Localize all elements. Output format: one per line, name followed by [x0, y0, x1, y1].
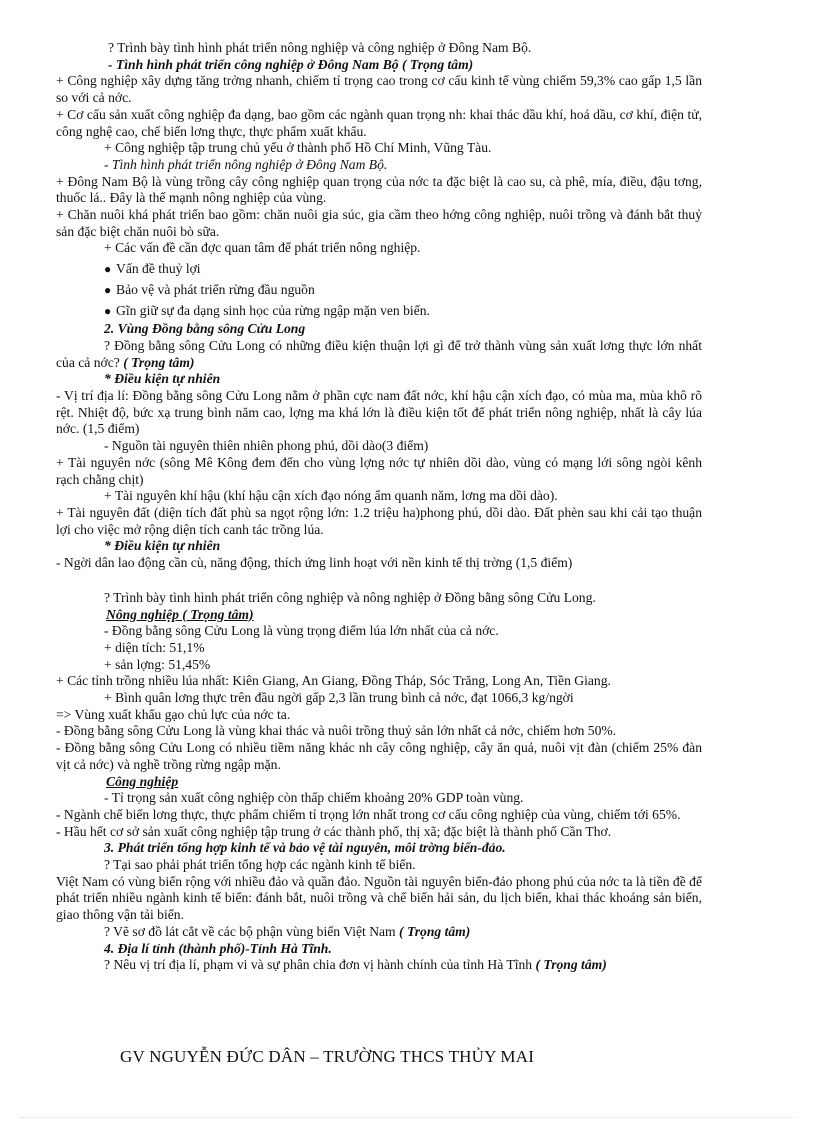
section-industry-dong-nam-bo: - Tình hình phát triển công nghiệp ở Đông Nam Bộ ( Trọng tâm)	[108, 56, 474, 72]
paragraph: + Các vấn đề cần đợc quan tâm để phát triển nông nghiệp.	[104, 240, 421, 256]
bullet-text: Gĩn giữ sự đa dạng sinh học của rừng ngập mặn ven biển.	[116, 302, 430, 318]
bullet-item	[56, 261, 702, 278]
bullet-dot-icon: ●	[104, 303, 112, 318]
paragraph: - Vị trí địa lí: Đồng bằng sông Cửu Long nằm ở phần cực nam đất nớc, khí hậu cận xích đạo, có mùa ma, mùa khô rõ rệt. Nhiệt độ, bức xạ trung bình năm cao, lợng ma khá lớn là điều kiện tốt để phát triển nông nghiệp, nhất là cây lúa nớc. (1,5 điểm)	[56, 388, 702, 437]
paragraph: + Chăn nuôi khá phát triển bao gồm: chăn nuôi gia súc, gia cầm theo hớng công nghiệp, nuôi trồng và đánh bắt thuỷ sản đặc biệt chăn nuôi bò sữa.	[56, 207, 702, 239]
section-heading-ha-tinh: 4. Địa lí tỉnh (thành phố)-Tỉnh Hà Tĩnh.	[104, 940, 332, 956]
emphasis-trong-tam: ( Trọng tâm)	[535, 957, 607, 973]
paragraph: + sản lợng: 51,45%	[104, 656, 211, 672]
section-heading-mekong: 2. Vùng Đồng bằng sông Cửu Long	[104, 321, 306, 337]
question-mekong-development: ? Trình bày tình hình phát triển công nghiệp và nông nghiệp ở Đồng bằng sông Cửu Long.	[104, 589, 596, 605]
paragraph: + Cơ cấu sản xuất công nghiệp đa dạng, bao gồm các ngành quan trọng nh: khai thác dầu khí, hoá dầu, cơ khí, điện tử, công nghệ cao, chế biến lơng thực, thực phẩm xuất khẩu.	[56, 106, 702, 139]
bullet-text: Vấn đề thuỷ lợi	[116, 261, 201, 277]
paragraph: + Tài nguyên nớc (sông Mê Kông đem đến cho vùng lợng nớc tự nhiên dồi dào, vùng có mạng lới sông ngòi kênh rạch chằng chịt)	[56, 454, 702, 487]
paragraph: - Hầu hết cơ sở sản xuất công nghiệp tập trung ở các thành phố, thị xã; đặc biệt là thành phố Cần Thơ.	[56, 823, 612, 839]
question-dong-nam-bo: ? Trình bày tình hình phát triển nông nghiệp và công nghiệp ở Đông Nam Bộ.	[108, 40, 532, 55]
page-edge-divider	[20, 1117, 796, 1118]
paragraph: - Đồng bằng sông Cửu Long là vùng trọng điểm lúa lớn nhất của cả nớc.	[104, 623, 499, 639]
subheading-natural-conditions: * Điều kiện tự nhiên	[104, 371, 221, 387]
bullet-dot-icon: ●	[104, 282, 112, 297]
paragraph: + Bình quân lơng thực trên đầu ngời gấp 2,3 lần trung bình cả nớc, đạt 1066,3 kg/ngời	[104, 690, 574, 706]
paragraph: + Đông Nam Bộ là vùng trồng cây công nghiệp quan trọng của nớc ta đặc biệt là cao su, cà phê, mía, điều, đậu tơng, thuốc lá.. Đây là thế mạnh nông nghiệp của vùng.	[56, 173, 702, 206]
paragraph: + Tài nguyên đất (diện tích đất phù sa ngọt rộng lớn: 1.2 triệu ha)phong phú, dồi dào. Đất phèn sau khi cải tạo thuận lợi cho việc mở rộng diện tích canh tác trồng lúa.	[56, 504, 702, 537]
question-text: ? Nêu vị trí địa lí, phạm vi và sự phân chia đơn vị hành chính của tỉnh Hà Tĩnh	[104, 957, 533, 973]
bullet-item	[56, 282, 702, 299]
question-text: ? Vẽ sơ đồ lát cắt về các bộ phận vùng biển Việt Nam	[104, 923, 396, 939]
paragraph: Việt Nam có vùng biển rộng với nhiều đảo và quần đảo. Nguồn tài nguyên biển-đảo phong phú của nớc ta là tiền đề để phát triển nhiều ngành kinh tế biển: đánh bắt, nuôi trồng và chế biến hải sản, du lịch biển, khai thác khoáng sản biển, giao thông vận tải biển.	[56, 873, 702, 923]
bullet-dot-icon: ●	[104, 262, 112, 277]
paragraph: + Công nghiệp xây dựng tăng trởng nhanh, chiếm tỉ trọng cao trong cơ cấu kinh tế vùng chiếm 59,3% cao gấp 1,5 lần so với cả nớc.	[56, 73, 702, 106]
paragraph: => Vùng xuất khẩu gạo chủ lực của nớc ta.	[56, 706, 291, 722]
paragraph: + Tài nguyên khí hậu (khí hậu cận xích đạo nóng ẩm quanh năm, lơng ma dồi dào).	[104, 488, 558, 504]
subheading-industry: Công nghiệp	[106, 773, 179, 789]
section-heading-marine: 3. Phát triển tổng hợp kinh tế và bảo vệ tài nguyên, môi trờng biển-đảo.	[104, 840, 506, 856]
paragraph: + diện tích: 51,1%	[104, 639, 205, 655]
question-sea-zones	[56, 924, 702, 941]
question-text: ? Đồng bằng sông Cửu Long có những điều kiện thuận lợi gì để trở thành vùng sản xuất lơng thực lớn nhất của cả nớc?	[56, 337, 702, 370]
paragraph: - Ngành chế biến lơng thực, thực phẩm chiếm tỉ trọng lớn nhất trong cơ cấu công nghiệp của vùng, chiếm tới 65%.	[56, 806, 681, 822]
spacer	[56, 572, 702, 590]
paragraph: + Các tỉnh trồng nhiều lúa nhất: Kiên Giang, An Giang, Đồng Tháp, Sóc Trăng, Long An, Tiền Giang.	[56, 673, 611, 689]
emphasis-trong-tam: ( Trọng tâm)	[399, 923, 471, 939]
question-ha-tinh	[56, 957, 702, 974]
emphasis-trong-tam: ( Trọng tâm)	[123, 354, 195, 370]
paragraph: - Đồng bằng sông Cửu Long là vùng khai thác và nuôi trồng thuỷ sản lớn nhất cả nớc, chiếm hơn 50%.	[56, 723, 617, 739]
bullet-item	[56, 303, 702, 320]
question-mekong-conditions	[56, 338, 702, 371]
bullet-text: Bảo vệ và phát triển rừng đầu nguồn	[116, 281, 315, 297]
paragraph: - Nguồn tài nguyên thiên nhiên phong phú, dồi dào(3 điểm)	[104, 438, 429, 454]
paragraph: - Đồng bằng sông Cửu Long có nhiều tiềm năng khác nh cây công nghiệp, cây ăn quả, nuôi vịt đàn (chiếm 25% đàn vịt cả nớc) và nghề trồng rừng ngập mặn.	[56, 740, 702, 772]
paragraph: + Công nghiệp tập trung chủ yếu ở thành phố Hồ Chí Minh, Vũng Tàu.	[104, 140, 492, 156]
question-marine-economy: ? Tại sao phải phát triển tổng hợp các ngành kinh tế biển.	[104, 857, 416, 873]
document-body	[56, 40, 702, 974]
page-footer: GV NGUYỄN ĐỨC DÂN – TRƯỜNG THCS THỦY MAI	[120, 1047, 535, 1066]
section-agriculture-dong-nam-bo: - Tình hình phát triển nông nghiệp ở Đông Nam Bộ.	[104, 156, 388, 172]
paragraph: - Tỉ trọng sản xuất công nghiệp còn thấp chiếm khoảng 20% GDP toàn vùng.	[104, 790, 524, 806]
subheading-agriculture: Nông nghiệp ( Trọng tâm)	[106, 606, 254, 622]
paragraph: - Ngời dân lao động cần cù, năng động, thích ứng linh hoạt với nền kinh tế thị trờng (1,5 điểm)	[56, 555, 573, 571]
subheading-natural-conditions-2: * Điều kiện tự nhiên	[104, 538, 221, 554]
